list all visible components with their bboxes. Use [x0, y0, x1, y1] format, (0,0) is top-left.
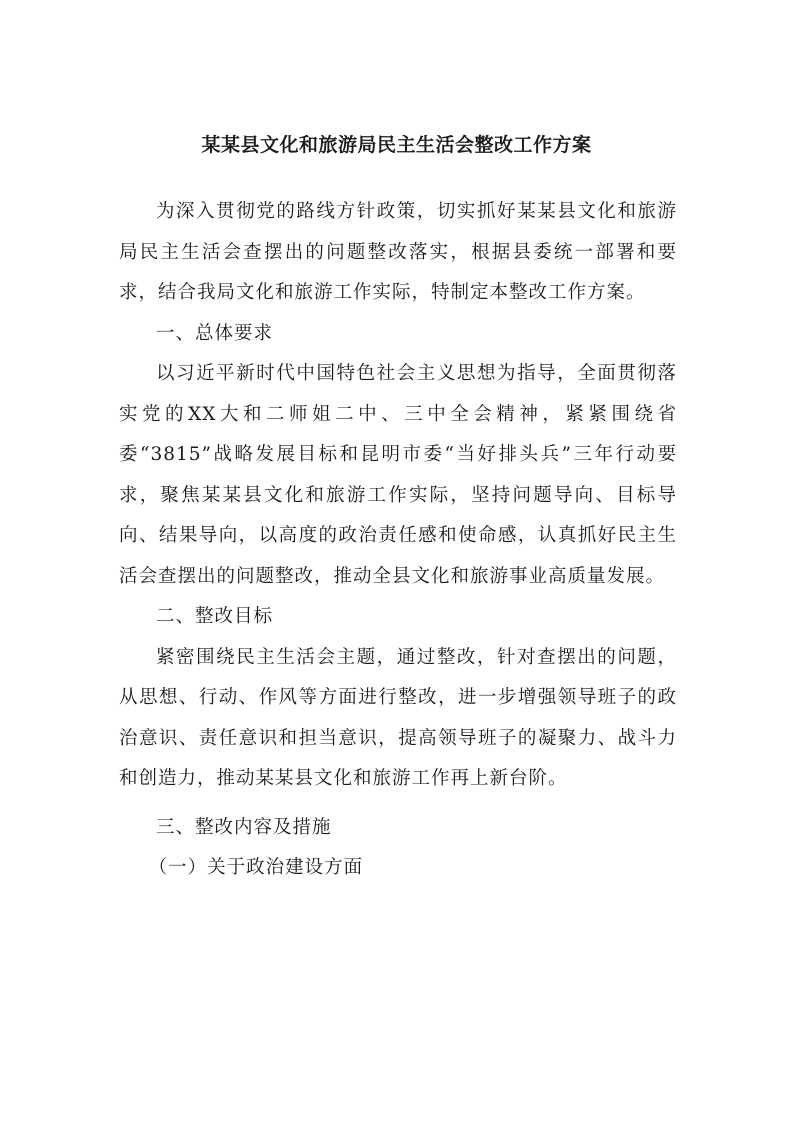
section-general-requirements-paragraph: 以习近平新时代中国特色社会主义思想为指导，全面贯彻落实党的XX大和二师姐二中、三中全会精神，紧紧围绕省委“3815”战略发展目标和昆明市委“当好排头兵”三年行动要求，聚焦某某县文化和旅游工作实际，坚持问题导向、目标导向、结果导向，以高度的政治责任感和使命感，认真抓好民主生活会查摆出的问题整改，推动全县文化和旅游事业高质量发展。 — [119, 363, 677, 587]
intro-paragraph: 为深入贯彻党的路线方针政策，切实抓好某某县文化和旅游局民主生活会查摆出的问题整改落实，根据县委统一部署和要求，结合我局文化和旅游工作实际，特制定本整改工作方案。 — [119, 201, 677, 303]
section-heading-content-measures: 三、整改内容及措施 — [156, 816, 332, 838]
section-goals-paragraph: 紧密围绕民主生活会主题，通过整改，针对查摆出的问题，从思想、行动、作风等方面进行整改，进一步增强领导班子的政治意识、责任意识和担当意识，提高领导班子的凝聚力、战斗力和创造力，推动某某县文化和旅游工作再上新台阶。 — [119, 646, 677, 789]
document-body — [119, 192, 677, 889]
section-heading-general-requirements: 一、总体要求 — [156, 322, 274, 344]
document-title: 某某县文化和旅游局民主生活会整改工作方案 — [201, 134, 592, 156]
section-heading-goals: 二、整改目标 — [156, 606, 274, 627]
subsection-political-construction: （一）关于政治建设方面 — [148, 857, 364, 878]
